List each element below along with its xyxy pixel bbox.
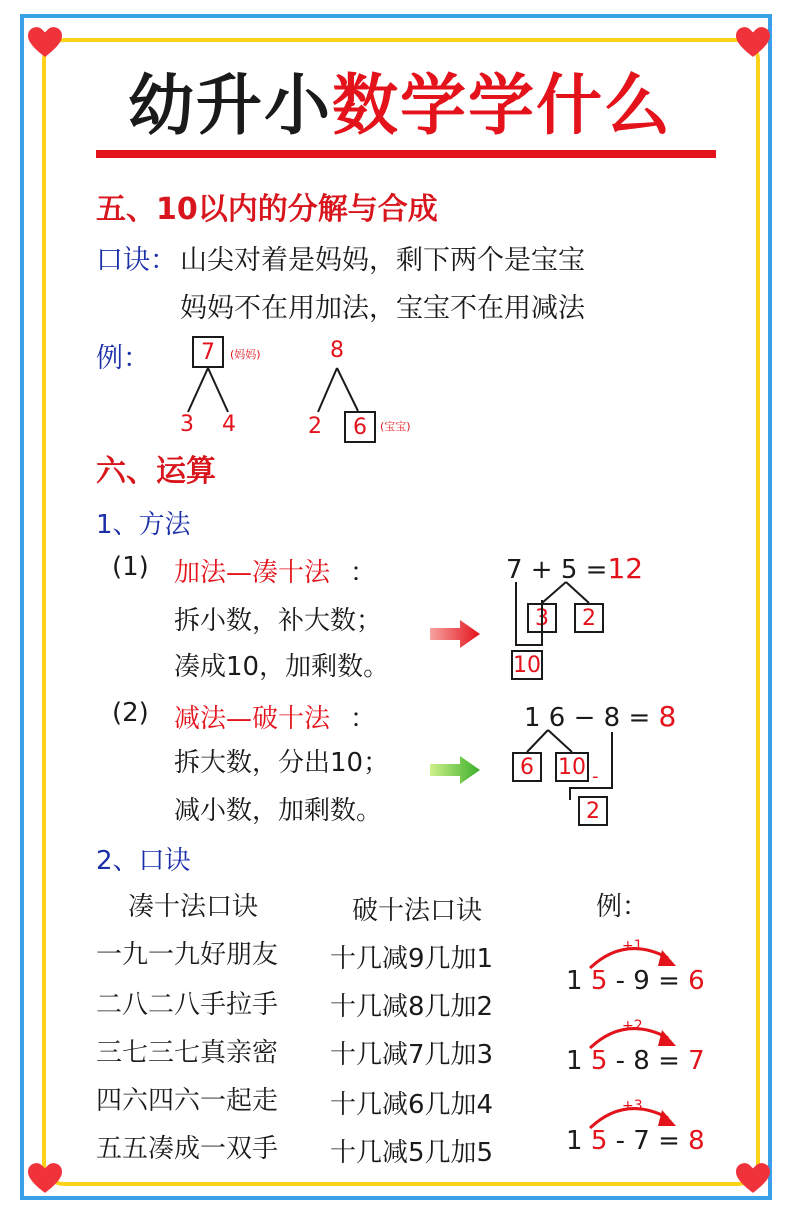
sub-split-b: 10 — [555, 752, 589, 782]
example-rest: - 8 = — [615, 1046, 680, 1076]
sub-expr-text: 1 6 − 8 = — [524, 703, 651, 733]
ex2-left: 2 — [308, 414, 322, 439]
section6-heading: 六、运算 — [96, 454, 216, 489]
example-rest: - 7 = — [615, 1126, 680, 1156]
example-plus: +3 — [622, 1098, 643, 1114]
col1-item: 一九一九好朋友 — [96, 940, 279, 970]
sub-colon: ： — [350, 704, 377, 734]
mnemonic-heading: 2、口诀 — [96, 846, 191, 876]
example-plus: +2 — [622, 1018, 643, 1034]
ex1-right: 4 — [222, 412, 236, 437]
example-expr — [566, 966, 705, 996]
mnemonic-line1: 山尖对着是妈妈，剩下两个是宝宝 — [180, 245, 585, 276]
ex2-right-box: 6 — [344, 411, 376, 443]
col1-item: 二八二八手拉手 — [96, 990, 279, 1020]
ex1-top-note: (妈妈) — [230, 348, 261, 361]
sub-minus: - — [592, 766, 599, 787]
add-line1: 拆小数，补大数； — [174, 606, 383, 636]
col1-item: 五五凑成一双手 — [96, 1134, 279, 1164]
col1-item: 四六四六一起走 — [96, 1086, 279, 1116]
sub-split-a: 6 — [512, 752, 542, 782]
sub-line2: 减小数，加剩数。 — [174, 796, 383, 826]
arrow-right-icon — [430, 620, 480, 648]
add-expr-text: 7 + 5 = — [506, 555, 608, 585]
mnemonic-line2: 妈妈不在用加法，宝宝不在用减法 — [180, 293, 585, 324]
add-result: 12 — [607, 552, 644, 585]
example-rest: - 9 = — [615, 966, 680, 996]
mnemonic-label: 口诀： — [96, 245, 177, 276]
section5-heading: 五、10以内的分解与合成 — [96, 192, 438, 227]
example-expr — [566, 1046, 705, 1076]
add-line2: 凑成10，加剩数。 — [174, 652, 390, 682]
sub-title: 减法—破十法 — [174, 704, 331, 734]
example-plus: +1 — [622, 938, 643, 954]
ex2-right-note: (宝宝) — [380, 420, 411, 433]
sub-num: (2) — [112, 698, 149, 728]
title-black: 幼升小 — [128, 67, 332, 144]
ex1-left: 3 — [180, 412, 194, 437]
add-num: (1) — [112, 552, 149, 582]
col1-header: 凑十法口诀 — [128, 892, 259, 922]
add-split-b: 2 — [574, 603, 604, 633]
example-digit: 1 — [566, 1126, 583, 1156]
sub-rest-box: 2 — [578, 796, 608, 826]
example-expr — [566, 1126, 705, 1156]
example-result: 6 — [688, 966, 705, 996]
example-digit: 1 — [566, 1046, 583, 1076]
sub-line1: 拆大数，分出10； — [174, 748, 390, 778]
col2-item: 十几减5几加5 — [330, 1138, 494, 1168]
arrow-right-icon — [430, 756, 480, 784]
example-digit-red: 5 — [590, 966, 608, 996]
ex2-top: 8 — [330, 338, 344, 363]
col1-item: 三七三七真亲密 — [96, 1038, 279, 1068]
example-result: 8 — [688, 1126, 705, 1156]
example-digit-red: 5 — [590, 1126, 608, 1156]
example-digit: 1 — [566, 966, 583, 996]
add-ten-box: 10 — [511, 650, 543, 680]
add-title: 加法—凑十法 — [174, 558, 331, 588]
add-colon: ： — [350, 558, 377, 588]
col3-header: 例： — [596, 892, 649, 922]
example-result: 7 — [688, 1046, 705, 1076]
col2-header: 破十法口诀 — [352, 896, 483, 926]
ex1-top-box: 7 — [192, 336, 224, 368]
example-label: 例： — [96, 343, 150, 374]
col2-item: 十几减9几加1 — [330, 944, 494, 974]
col2-item: 十几减8几加2 — [330, 992, 494, 1022]
title-red: 数学学什么 — [332, 67, 672, 144]
sub-result: 8 — [658, 700, 677, 733]
col2-item: 十几减7几加3 — [330, 1040, 494, 1070]
col2-item: 十几减6几加4 — [330, 1090, 494, 1120]
example-digit-red: 5 — [590, 1046, 608, 1076]
method-heading: 1、方法 — [96, 510, 191, 540]
add-split-a: 3 — [527, 603, 557, 633]
